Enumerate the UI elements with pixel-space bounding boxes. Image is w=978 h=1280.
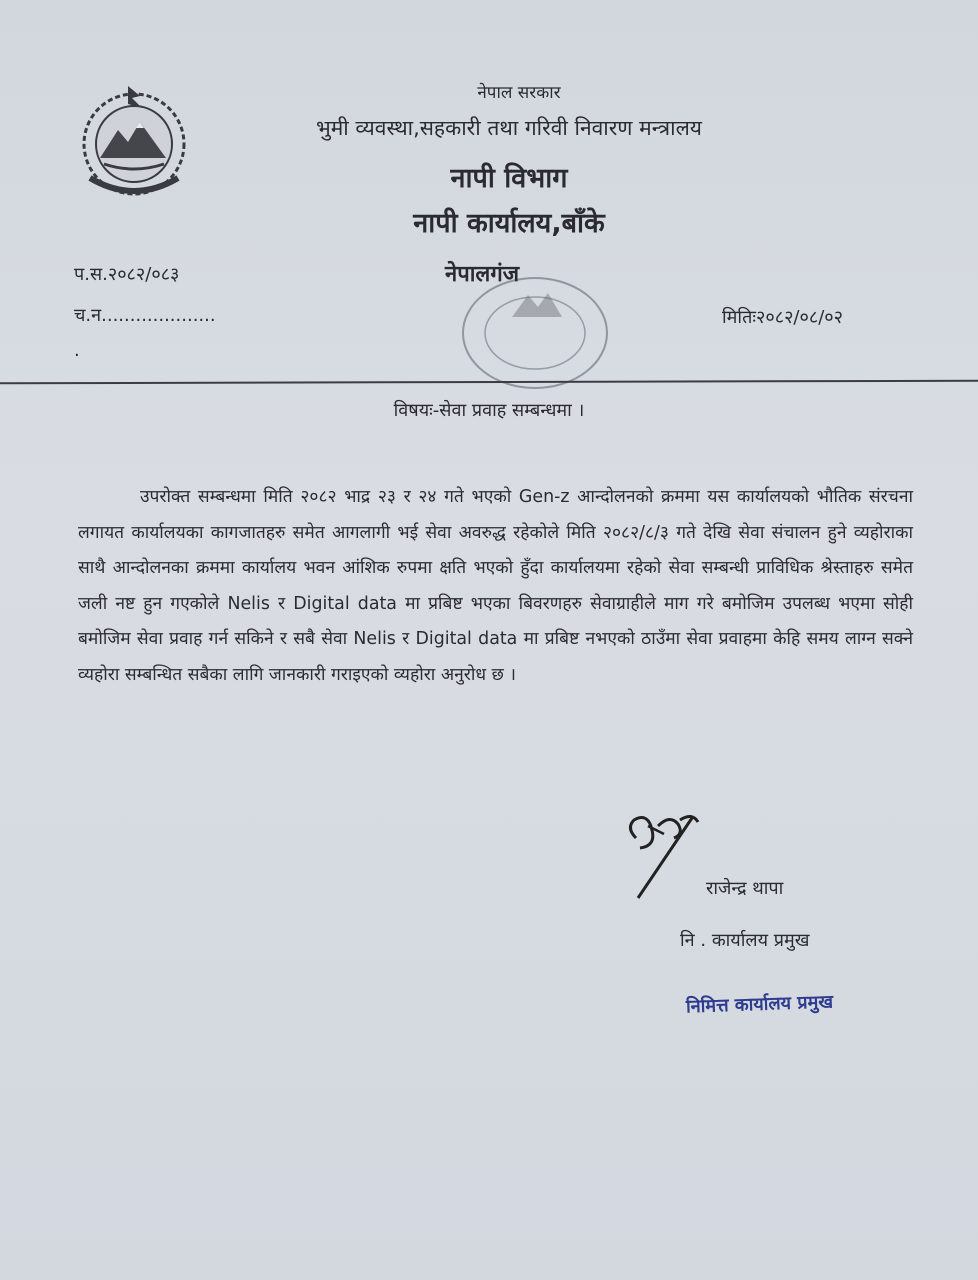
letter-date: मितिः२०८२/०८/०२ [722, 307, 843, 328]
letter-body [78, 480, 913, 693]
department-name: नापी विभाग [450, 163, 568, 194]
signatory-title: नि . कार्यालय प्रमुख [680, 930, 810, 951]
margin-dot: . [74, 340, 80, 361]
office-city: नेपालगंज [445, 262, 520, 287]
designation-stamp: निमित्त कार्यालय प्रमुख [685, 991, 834, 1018]
reference-ps: प.स.२०८२/०८३ [74, 264, 180, 285]
government-name: नेपाल सरकार [477, 83, 561, 103]
letter-subject: विषयः-सेवा प्रवाह सम्बन्धमा । [393, 400, 585, 421]
office-name: नापी कार्यालय,बाँके [413, 208, 605, 239]
reference-cn: च.न.................... [74, 305, 216, 326]
letter-body-text: उपरोक्त सम्बन्धमा मिति २०८२ भाद्र २३ र २४ गते भएको Gen-z आन्दोलनको क्रममा यस कार्यालयको भौतिक संरचना लगायत कार्यालयका कागजातहरु समेत आगलागी भई सेवा अवरुद्ध रहेकोले मिति २०८२/८/३ गते देखि सेवा संचालन हुने व्यहोराका साथै आन्दोलनका क्रममा कार्यालय भवन आंशिक रुपमा क्षति भएको हुँदा कार्यालयमा रहेको सेवा सम्बन्धी प्राविधिक श्रेस्ताहरु समेत जली नष्ट हुन गएकोले Nelis र Digital data मा प्रबिष्ट भएका बिवरणहरु सेवाग्राहीले माग गरे बमोजिम उपलब्ध भएमा सोही बमोजिम सेवा प्रवाह गर्न सकिने र सबै सेवा Nelis र Digital data मा प्रबिष्ट नभएको ठाउँमा सेवा प्रवाहमा केहि समय लाग्न सक्ने व्यहोरा सम्बन्धित सबैका लागि जानकारी गराइएको व्यहोरा अनुरोध छ । [78, 487, 913, 685]
ministry-name: भुमी व्यवस्था,सहकारी तथा गरिवी निवारण मन्त्रालय [315, 116, 702, 140]
signatory-name: राजेन्द्र थापा [706, 878, 784, 899]
